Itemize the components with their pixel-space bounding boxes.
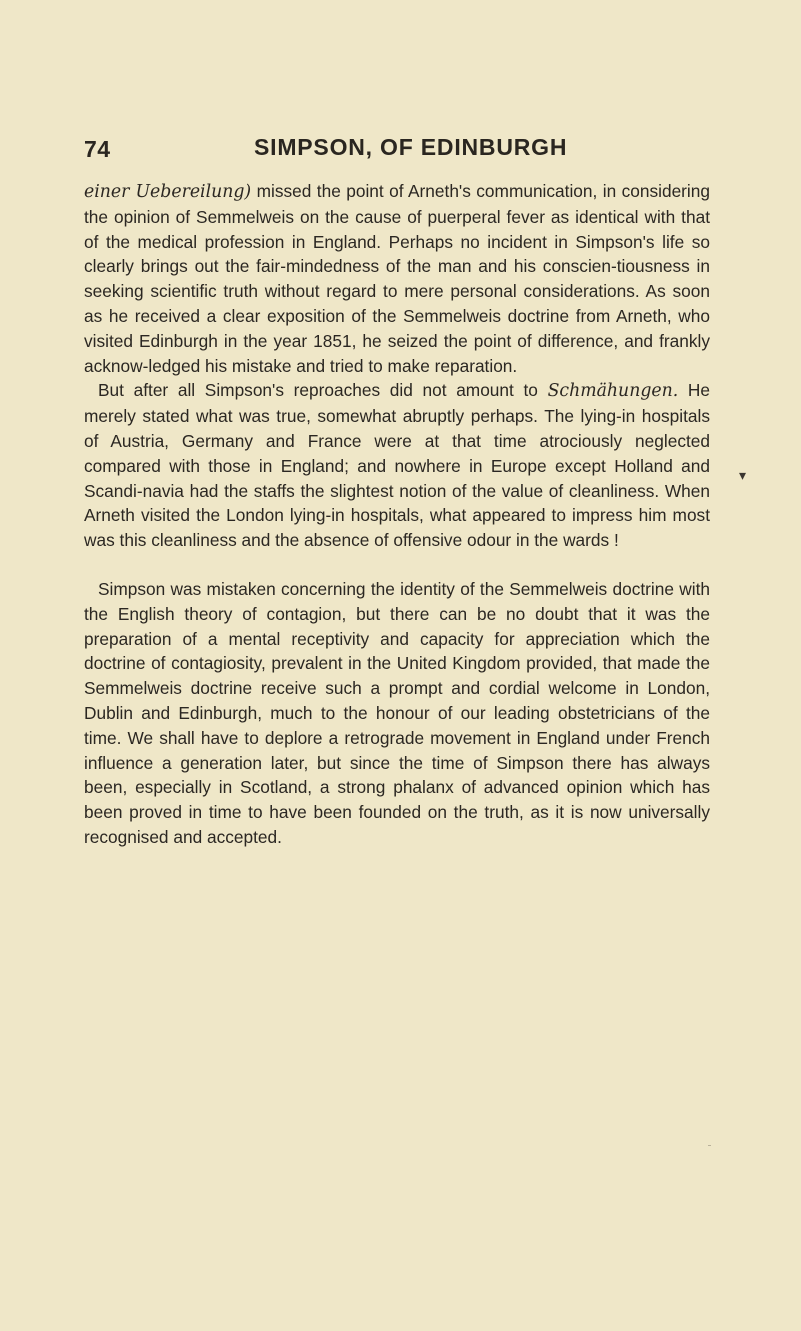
paragraph-1 <box>84 179 710 378</box>
paragraph-3 <box>84 577 710 850</box>
running-head: SIMPSON, OF EDINBURGH <box>254 134 568 160</box>
text-segment: Schmähungen. <box>547 381 679 402</box>
text-segment: missed the point of Arneth's communication, in considering the opinion of Semmelweis on the cause of puerperal fever as identical with that of the medical profession in England. Perhaps no incident in Simpson's life so clearly brings out the fair-mindedness of the man and his conscien-tiousness in seeking scientific truth without regard to mere personal considerations. As soon as he received a clear exposition of the Semmelweis doctrine from Arneth, who visited Edinburgh in the year 1851, he seized the point of difference, and frankly acknow-ledged his mistake and tried to make reparation. <box>84 181 710 376</box>
text-segment: But after all Simpson's reproaches did not amount to <box>98 380 548 401</box>
text-segment: Simpson was mistaken concerning the identity of the Semmelweis doctrine with the English theory of contagion, but there can be no doubt that it was the preparation of a mental receptivity and capacity for appreciation which the doctrine of contagiosity, prevalent in the United Kingdom provided, that made the Semmelweis doctrine receive such a prompt and cordial welcome in London, Dublin and Edinburgh, much to the honour of our leading obstetricians of the time. We shall have to deplore a retrograde movement in England under French influence a generation later, but since the time of Simpson there has always been, especially in Scotland, a strong phalanx of advanced opinion which has been proved in time to have been founded on the truth, as it is now universally recognised and accepted. <box>84 578 710 847</box>
margin-mark: ▾ <box>739 468 747 484</box>
paragraph-2 <box>84 378 710 553</box>
text-segment: einer Uebereilung) <box>84 182 252 202</box>
body-text <box>84 179 710 850</box>
text-segment: He merely stated what was true, somewhat abruptly perhaps. The lying-in hospitals of Austria, Germany and France were at that time atrociously neglected compared with those in England; and nowhere in Europe except Holland and Scandi-navia had the staffs the slightest notion of the value of cleanliness. When Arneth visited the London lying-in hospitals, what appeared to impress him most was this cleanliness and the absence of offensive odour in the wards ! <box>84 380 710 551</box>
page-header <box>0 130 801 170</box>
margin-tick <box>708 1145 711 1146</box>
page-number: 74 <box>84 136 111 162</box>
